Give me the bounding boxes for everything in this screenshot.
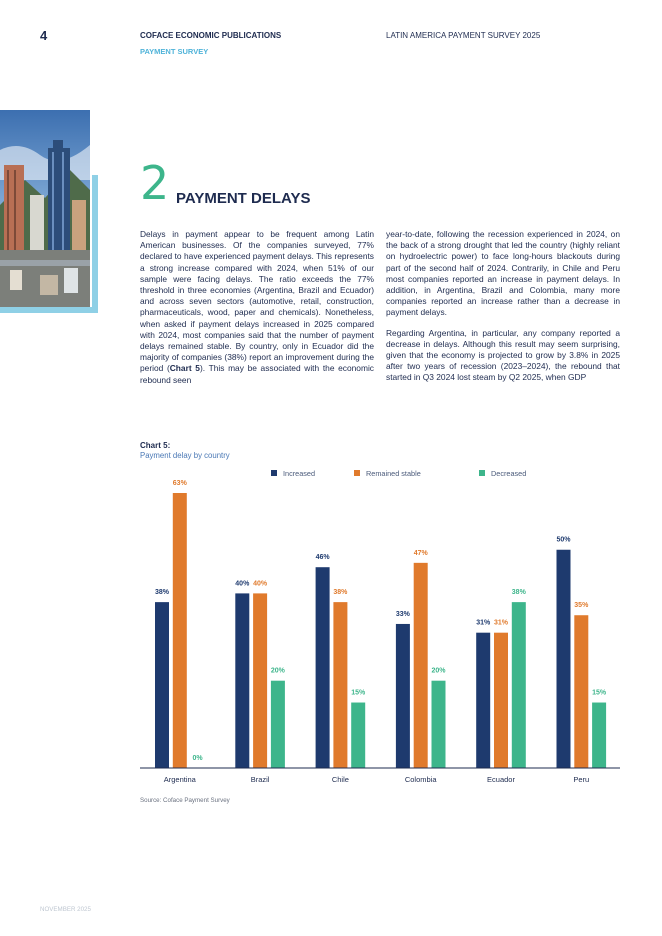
data-label: 63% [172,480,187,487]
data-label: 38% [333,589,348,597]
x-tick-label: Chile [331,775,349,784]
data-label: 15% [592,689,607,697]
bar [396,624,410,768]
x-tick-label: Argentina [163,775,196,784]
x-tick-label: Brazil [250,775,270,784]
bar [432,681,446,768]
section-title: PAYMENT DELAYS [176,190,311,207]
chart-source: Source: Coface Payment Survey [140,797,230,804]
data-label: 20% [270,667,285,675]
data-label: 20% [431,667,446,675]
bar [333,602,347,768]
x-tick-label: Ecuador [487,775,515,784]
body-text: Delays in payment appear to be frequent among Latin American businesses. Of the companies surveyed, 77% declared to have experienced payment delays. This represents a strong increase compared with 2024, when 51% of our sample were facing delays. The ratio exceeds the 77% threshold in three economies (Argentina, Brazil and Ecuador) and across seven sectors (automotive, retail, construction, pharmaceuticals, wood, paper and chemicals). Nonetheless, when asked if payment delays increased in 2025 compared with 2024, most companies said that the number of payment delays remained stable. By country, only in Ecuador did the majority of companies (38%) report an improvement during the period ( [140,229,374,374]
bar [235,593,249,768]
data-label: 38% [511,589,526,597]
publication-subtitle: PAYMENT SURVEY [140,47,209,56]
legend-label: Remained stable [366,469,421,478]
publication-title: COFACE ECONOMIC PUBLICATIONS [140,31,282,40]
chart-label: Chart 5: [140,441,171,450]
data-label: 15% [351,689,366,697]
bar [351,703,365,768]
bar [592,703,606,768]
data-label: 31% [493,619,509,627]
x-tick-label: Colombia [404,775,437,784]
chart-subtitle: Payment delay by country [140,451,230,460]
bar [155,602,169,768]
bar [271,681,285,768]
data-label: 31% [476,619,491,627]
bar [557,550,571,768]
body-text: ). This may be associated with the economic rebound seen [140,363,374,385]
data-label: 50% [556,536,571,544]
body-paragraph: year-to-date, following the recession experienced in 2024, on the back of a strong drought that led the country (highly reliant on hydroelectric power) to face long-hours blackouts during part of the second half of 2024. Contrarily, in Chile and Peru most companies reported an increase in payment delays. In addition, in Argentina, Brazil and Colombia, many more companies reported an increase rather than a decrease in payment delays. [386,229,620,318]
legend-swatch [271,470,277,476]
bar [173,493,187,768]
bar [476,633,490,768]
data-label: 38% [154,589,170,597]
legend-label: Decreased [491,469,527,478]
bar [574,615,588,768]
legend-swatch [479,470,485,476]
data-label: 35% [574,602,589,610]
legend-swatch [354,470,360,476]
x-tick-label: Peru [573,775,590,784]
bar [414,563,428,768]
bar [253,593,267,768]
footer-date: NOVEMBER 2025 [40,906,91,913]
legend-label: Increased [283,469,316,478]
bar [316,567,330,768]
report-title: LATIN AMERICA PAYMENT SURVEY 2025 [386,31,541,40]
chart-reference: Chart 5 [169,363,200,374]
body-paragraph: Regarding Argentina, in particular, any company reported a decrease in delays. Although this result may seem surprising, given that the economy is projected to grow by 3.8% in 2025 after two years of recession (2023–2024), the rebound that started in Q3 2024 lost steam by Q2 2025, when GDP [386,327,620,383]
data-label: 40% [235,580,250,588]
page-number: 4 [40,28,48,43]
bar [494,633,508,768]
data-label: 46% [315,554,330,562]
data-label: 40% [253,580,268,588]
section-number: 2 [140,156,170,210]
data-label: 33% [395,610,410,618]
bar [512,602,526,768]
data-label: 47% [413,549,428,557]
data-label: 0% [192,755,203,762]
